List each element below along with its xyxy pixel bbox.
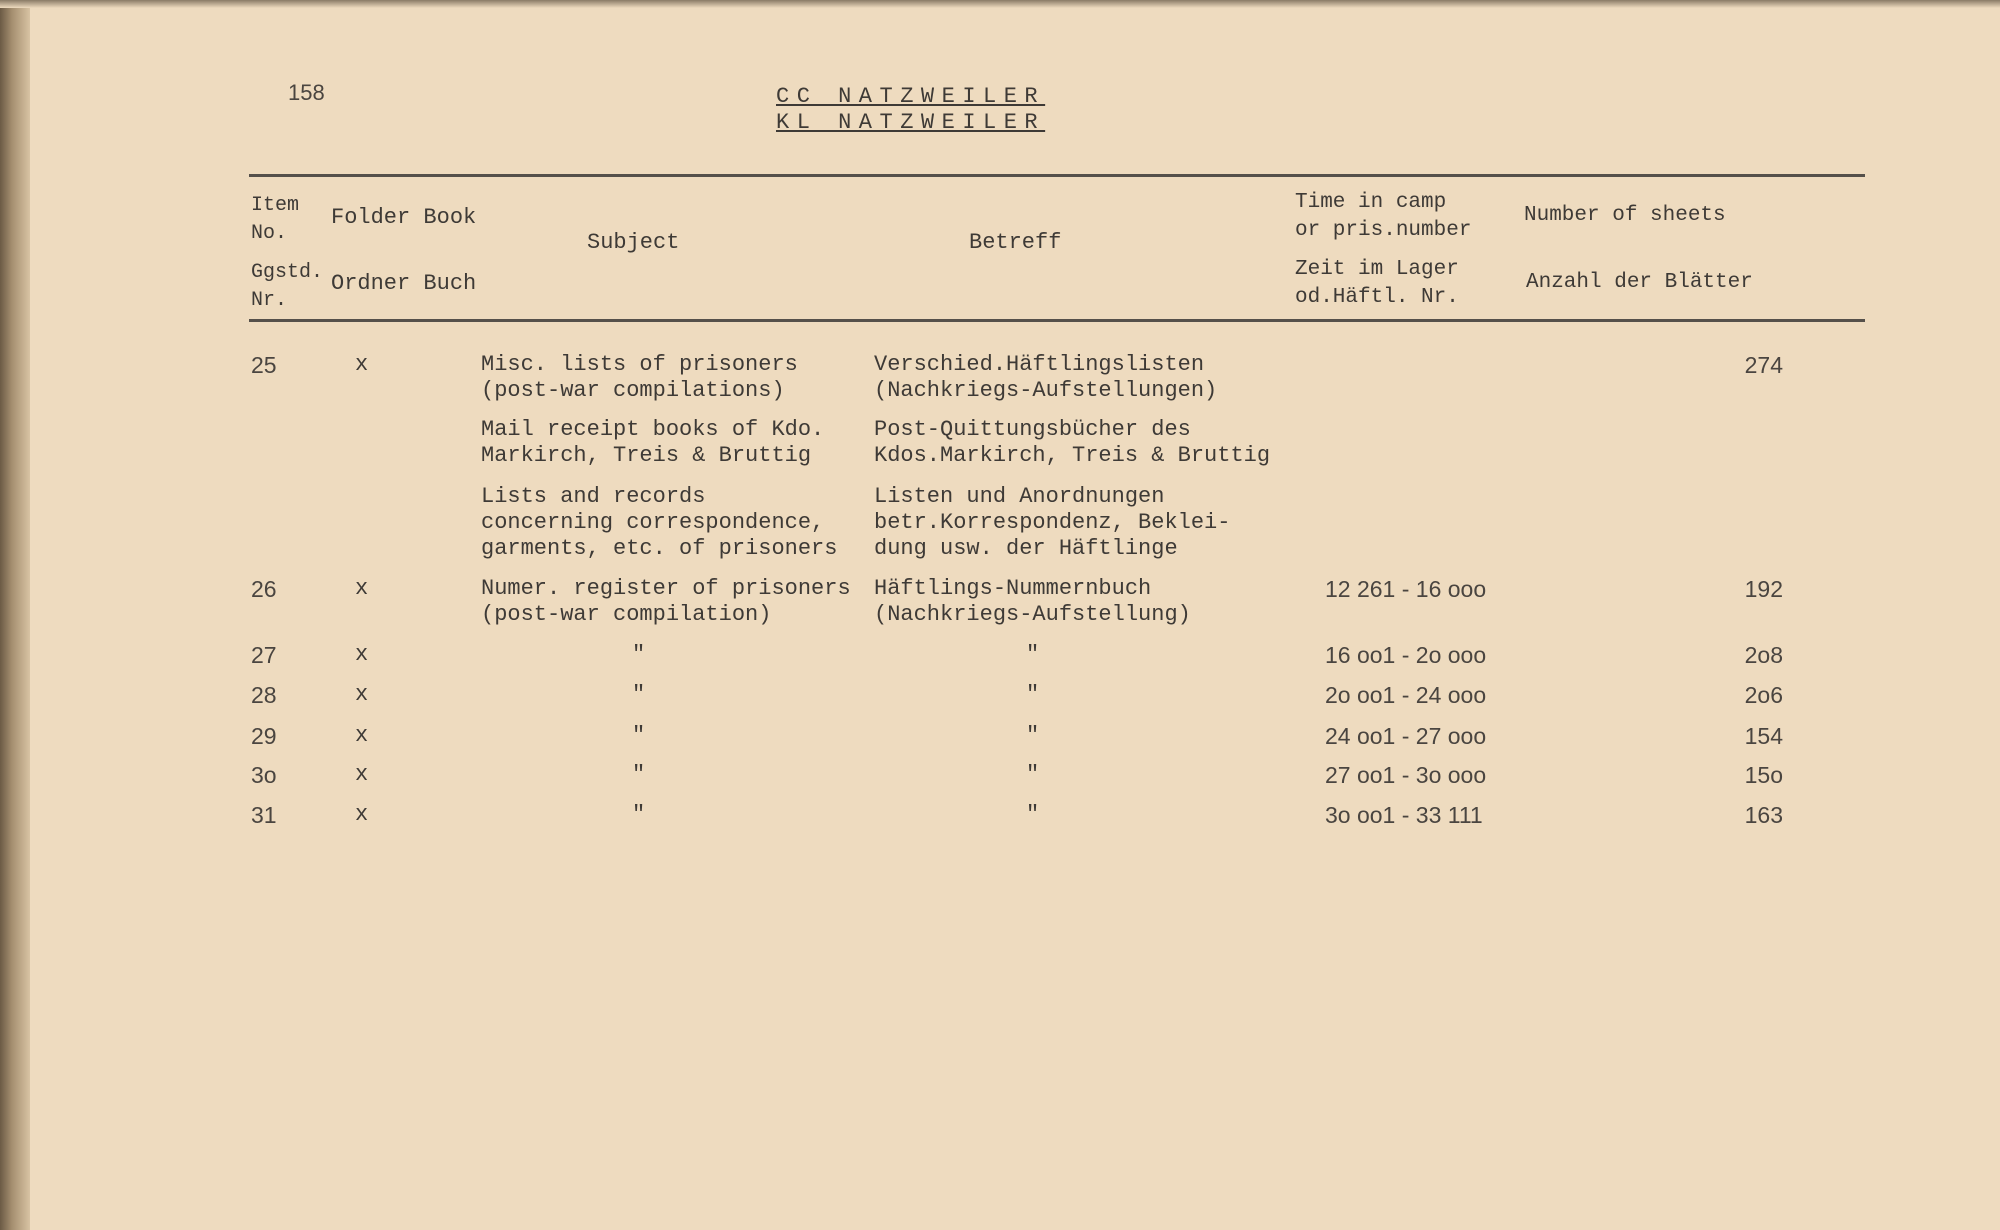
- sheet-count: 15o: [1744, 762, 1783, 788]
- header-ggstd-nr: Ggstd. Nr.: [251, 261, 324, 312]
- item-number: 26: [251, 576, 277, 602]
- book-spine-edge: [0, 0, 30, 1230]
- page-number: 158: [288, 80, 325, 105]
- item-number: 31: [251, 802, 277, 828]
- item-number: 3o: [251, 762, 277, 788]
- betreff-text: Verschied.Häftlingslisten (Nachkriegs-Aufstellungen): [874, 352, 1218, 403]
- folder-mark: x: [355, 576, 369, 601]
- folder-mark: x: [355, 682, 369, 707]
- prisoner-number-range: 3o oo1 - 33 111: [1325, 802, 1483, 828]
- item-number: 29: [251, 723, 277, 749]
- betreff-text: ": [1026, 802, 1040, 827]
- header-top-rule: [249, 174, 1865, 177]
- subject-text: ": [632, 802, 646, 827]
- betreff-text: Häftlings-Nummernbuch (Nachkriegs-Aufstellung): [874, 576, 1191, 627]
- subject-text: Mail receipt books of Kdo. Markirch, Treis & Bruttig: [481, 417, 825, 468]
- prisoner-number-range: 24 oo1 - 27 ooo: [1325, 723, 1487, 749]
- header-time-in-camp: Time in camp or pris.number: [1295, 191, 1472, 242]
- title-german: KL NATZWEILER: [776, 110, 1046, 135]
- sheet-count: 2o8: [1744, 642, 1783, 668]
- header-zeit-im-lager: Zeit im Lager od.Häftl. Nr.: [1295, 258, 1459, 309]
- sheet-count: 163: [1744, 802, 1783, 828]
- prisoner-number-range: 12 261 - 16 ooo: [1325, 576, 1487, 602]
- betreff-text: ": [1026, 762, 1040, 787]
- folder-mark: x: [355, 352, 369, 377]
- subject-text: ": [632, 762, 646, 787]
- betreff-text: ": [1026, 682, 1040, 707]
- header-betreff: Betreff: [969, 230, 1062, 255]
- sheet-count: 274: [1744, 352, 1783, 378]
- header-folder-book: Folder Book: [331, 205, 477, 230]
- folder-mark: x: [355, 802, 369, 827]
- folder-mark: x: [355, 723, 369, 748]
- prisoner-number-range: 2o oo1 - 24 ooo: [1325, 682, 1487, 708]
- header-ordner-buch: Ordner Buch: [331, 271, 477, 296]
- header-item-no: Item No.: [251, 194, 300, 245]
- subject-text: ": [632, 642, 646, 667]
- folder-mark: x: [355, 762, 369, 787]
- subject-text: ": [632, 682, 646, 707]
- header-subject: Subject: [587, 230, 680, 255]
- sheet-count: 154: [1744, 723, 1783, 749]
- title-english: CC NATZWEILER: [776, 84, 1046, 109]
- header-anzahl-der-blaetter: Anzahl der Blätter: [1526, 271, 1753, 294]
- subject-text: Numer. register of prisoners (post-war compilation): [481, 576, 851, 627]
- prisoner-number-range: 16 oo1 - 2o ooo: [1325, 642, 1487, 668]
- header-bottom-rule: [249, 319, 1865, 322]
- page-top-shadow: [0, 0, 2000, 8]
- item-number: 28: [251, 682, 277, 708]
- item-number: 25: [251, 352, 277, 378]
- item-number: 27: [251, 642, 277, 668]
- betreff-text: ": [1026, 642, 1040, 667]
- subject-text: ": [632, 723, 646, 748]
- betreff-text: ": [1026, 723, 1040, 748]
- prisoner-number-range: 27 oo1 - 3o ooo: [1325, 762, 1487, 788]
- sheet-count: 2o6: [1744, 682, 1783, 708]
- subject-text: Misc. lists of prisoners (post-war compilations): [481, 352, 798, 403]
- betreff-text: Listen und Anordnungen betr.Korrespondenz, Beklei- dung usw. der Häftlinge: [874, 484, 1231, 561]
- betreff-text: Post-Quittungsbücher des Kdos.Markirch, Treis & Bruttig: [874, 417, 1271, 468]
- subject-text: Lists and records concerning correspondence, garments, etc. of prisoners: [481, 484, 838, 561]
- folder-mark: x: [355, 642, 369, 667]
- sheet-count: 192: [1744, 576, 1783, 602]
- header-number-of-sheets: Number of sheets: [1524, 204, 1726, 227]
